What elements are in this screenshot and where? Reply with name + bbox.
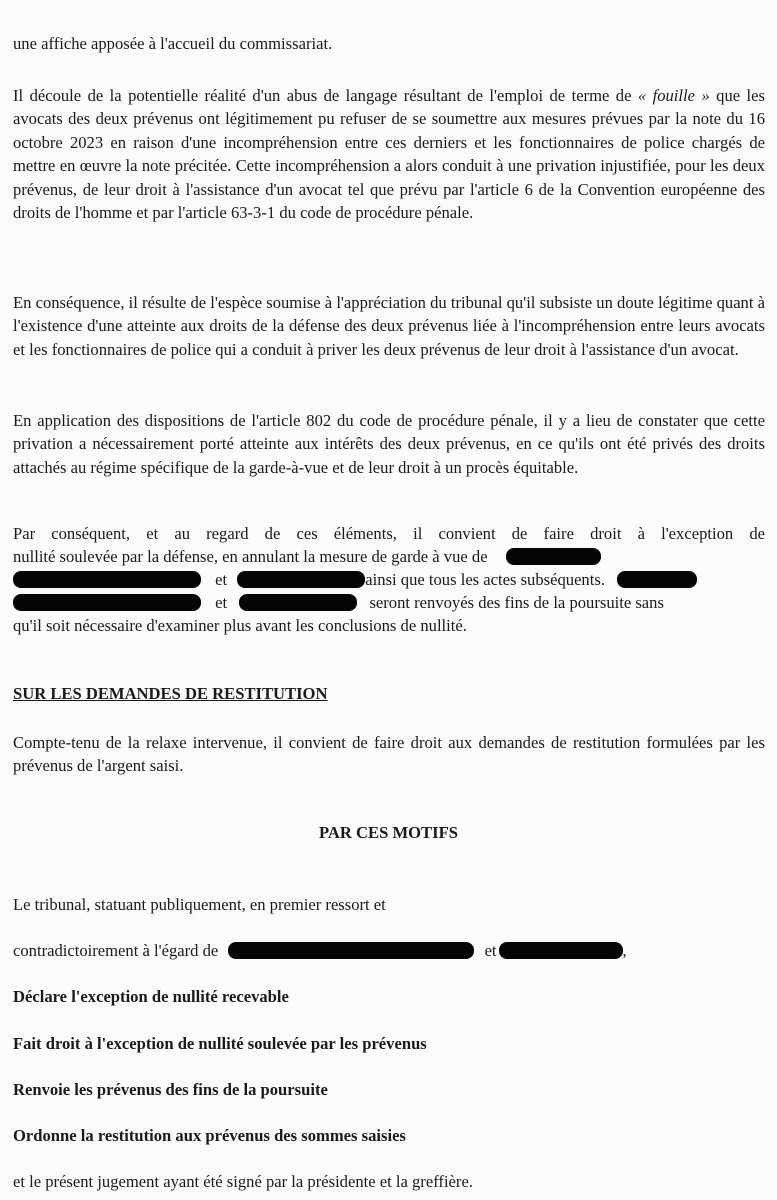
paragraph-abus-part2: que les avocats des deux prévenus ont légitimement pu refuser de se soumettre aux mesures prévues par la note du 16 octobre 2023 en raison d'une incompréhension entre ces derniers et les fonctionnaires de police chargés de mettre en œuvre la note précitée. Cette incompréhension a alors conduit à une privation injustifiée, pour les deux prévenus, de leur droit à l'assistance d'un avocat tel que prévu par l'article 6 de la Convention européenne des droits de l'homme et par l'article 63-3-1 du code de procédure pénale.	[13, 86, 765, 223]
redacted-name-3	[237, 571, 365, 588]
redacted-name-5	[13, 594, 201, 611]
paragraph-intro: une affiche apposée à l'accueil du commissariat.	[13, 34, 333, 53]
paragraph-restitution: Compte-tenu de la relaxe intervenue, il convient de faire droit aux demandes de restitution formulées par les prévenus de l'argent saisi.	[13, 733, 765, 776]
dispositif-line-2-end: ,	[622, 941, 627, 960]
paragraph-consequence: En conséquence, il résulte de l'espèce soumise à l'appréciation du tribunal qu'il subsiste un doute légitime quant à l'existence d'une atteinte aux droits de la défense des deux prévenus liée à l'incompréhension entre leurs avocats et les fonctionnaires de police qui a conduit à priver les deux prévenus de leur droit à l'assistance d'un avocat.	[13, 293, 765, 359]
decision-recevable: Déclare l'exception de nullité recevable	[13, 987, 289, 1006]
nullite-line-2-text: nullité soulevée par la défense, en annulant la mesure de garde à vue de	[13, 547, 488, 566]
nullite-line-4	[13, 592, 765, 614]
nullite-line-5: qu'il soit nécessaire d'examiner plus avant les conclusions de nullité.	[13, 616, 467, 635]
heading-restitution: SUR LES DEMANDES DE RESTITUTION	[13, 684, 328, 703]
dispositif-line-2-et: et	[484, 941, 497, 960]
fouille-term: « fouille »	[637, 86, 710, 105]
dispositif-line-2-start: contradictoirement à l'égard de	[13, 941, 219, 960]
redacted-name-2	[13, 571, 201, 588]
redacted-name-8	[499, 942, 623, 959]
redacted-name-6	[239, 594, 357, 611]
paragraph-abus-de-langage	[13, 84, 765, 224]
decision-renvoie: Renvoie les prévenus des fins de la poursuite	[13, 1080, 328, 1099]
closing-signature-line: et le présent jugement ayant été signé par la présidente et la greffière.	[13, 1172, 473, 1191]
paragraph-application-802: En application des dispositions de l'article 802 du code de procédure pénale, il y a lieu de constater que cette privation a nécessairement porté atteinte aux intérêts des deux prévenus, en ce qu'ils ont été privés des droits attachés au régime spécifique de la garde-à-vue et de leur droit à un procès équitable.	[13, 411, 765, 477]
nullite-line-3	[13, 569, 765, 591]
dispositif-line-2	[13, 940, 765, 962]
dispositif-line-1: Le tribunal, statuant publiquement, en premier ressort et	[13, 895, 386, 914]
nullite-line-1: Par conséquent, et au regard de ces éléments, il convient de faire droit à l'exception de	[13, 524, 765, 543]
nullite-line-3-et: et	[215, 570, 228, 589]
decision-fait-droit: Fait droit à l'exception de nullité soulevée par les prévenus	[13, 1034, 427, 1053]
decision-restitution: Ordonne la restitution aux prévenus des sommes saisies	[13, 1126, 406, 1145]
redacted-name-1	[506, 548, 601, 565]
paragraph-abus-part1: Il découle de la potentielle réalité d'un abus de langage résultant de l'emploi de terme de	[13, 86, 638, 105]
nullite-line-2	[13, 546, 765, 568]
heading-par-ces-motifs: PAR CES MOTIFS	[319, 823, 458, 842]
redacted-name-4	[617, 571, 697, 588]
nullite-line-4-et: et	[215, 593, 228, 612]
nullite-line-4-rest: seront renvoyés des fins de la poursuite sans	[369, 593, 664, 612]
nullite-line-3-rest: ainsi que tous les actes subséquents.	[365, 570, 605, 589]
redacted-name-7	[228, 942, 474, 959]
